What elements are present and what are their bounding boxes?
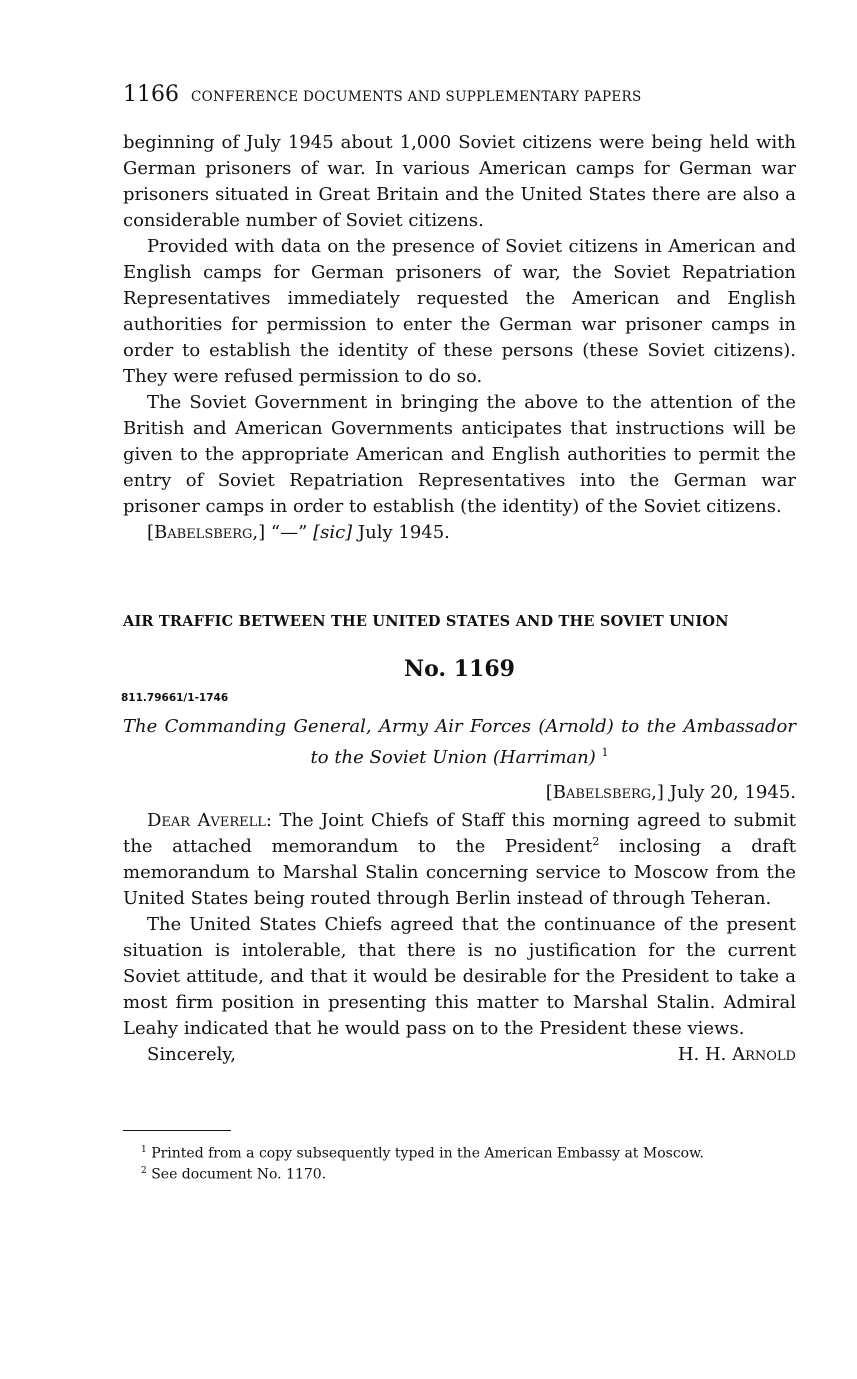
document-page <box>121 82 796 1183</box>
salutation: Dear Averell: <box>147 810 272 831</box>
section-heading: AIR TRAFFIC BETWEEN THE UNITED STATES AND THE SOVIET UNION <box>123 613 729 630</box>
footnote-number: 2 <box>141 1165 147 1176</box>
paragraph: The Soviet Government in bringing the above to the attention of the British and American Governments anticipates that instructions will be given to the appropriate American and English authorities to permit the entry of Soviet Repatriation Representatives into the German war prisoner camps in order to establish (the identity) of the Soviet citizens. <box>123 392 796 517</box>
dateline-place: [Babelsberg,] <box>147 522 266 543</box>
paragraph: The United States Chiefs agreed that the continuance of the present situation is intolerable, that there is no justification for the current Soviet attitude, and that it would be desirable for the President to take a most firm position in presenting this matter to Marshal Stalin. Admiral Leahy indicated that he would pass on to the President these views. <box>123 914 796 1039</box>
document-number: No. 1169 <box>404 656 515 682</box>
document-title <box>123 714 796 771</box>
file-number: 811.79661/1-1746 <box>121 692 229 704</box>
dateline <box>123 520 796 546</box>
closing-line <box>123 1042 796 1068</box>
signature: H. H. Arnold <box>677 1044 796 1065</box>
paragraph: beginning of July 1945 about 1,000 Soviet citizens were being held with German prisoners of war. In various American camps for German war prisoners situated in Great Britain and the United States there are also a considerable number of Soviet citizens. <box>123 132 796 231</box>
footnote-text: See document No. 1170. <box>151 1166 327 1183</box>
footnote-text: Printed from a copy subsequently typed in the American Embassy at Moscow. <box>151 1145 704 1162</box>
paragraph-text: The Joint Chiefs of Staff this morning agreed to submit the attached memorandum to the President <box>123 810 796 857</box>
running-head-title: CONFERENCE DOCUMENTS AND SUPPLEMENTARY PAPERS <box>191 89 642 105</box>
footnote <box>141 1163 797 1184</box>
paragraph-text: inclosing a draft memorandum to Marshal Stalin concerning service to Moscow from the United States being routed through Berlin instead of through Teheran. <box>123 836 796 909</box>
footnote-ref: 2 <box>592 835 600 848</box>
footnote <box>141 1142 797 1163</box>
footnote-ref: 1 <box>601 746 609 759</box>
dateline-blank: “—” <box>270 522 308 543</box>
paragraph <box>123 808 796 912</box>
sic-note: [sic] <box>313 522 353 543</box>
dateline-date: July 1945. <box>357 522 450 543</box>
letter-dateline-date: July 20, 1945. <box>669 782 796 803</box>
running-head <box>123 82 796 112</box>
paragraph: Provided with data on the presence of Soviet citizens in American and English camps for German prisoners of war, the Soviet Repatriation Representatives immediately requested the American and English authorities for permission to enter the German war prisoner camps in order to establish the identity of these persons (these Soviet citizens). They were refused permission to do so. <box>123 236 796 387</box>
closing: Sincerely, <box>147 1044 236 1065</box>
footnote-divider <box>123 1130 231 1131</box>
continued-document <box>123 130 796 546</box>
document-title-line-1: The Commanding General, Army Air Forces (Arnold) to the Ambassador <box>123 716 796 737</box>
footnotes <box>141 1142 797 1183</box>
page-number: 1166 <box>123 82 179 107</box>
document-title-line-2: to the Soviet Union (Harriman) <box>310 747 596 768</box>
footnote-number: 1 <box>141 1145 147 1155</box>
letter-body <box>123 780 796 1068</box>
letter-dateline <box>123 780 796 806</box>
letter-dateline-place: [Babelsberg,] <box>545 782 664 803</box>
